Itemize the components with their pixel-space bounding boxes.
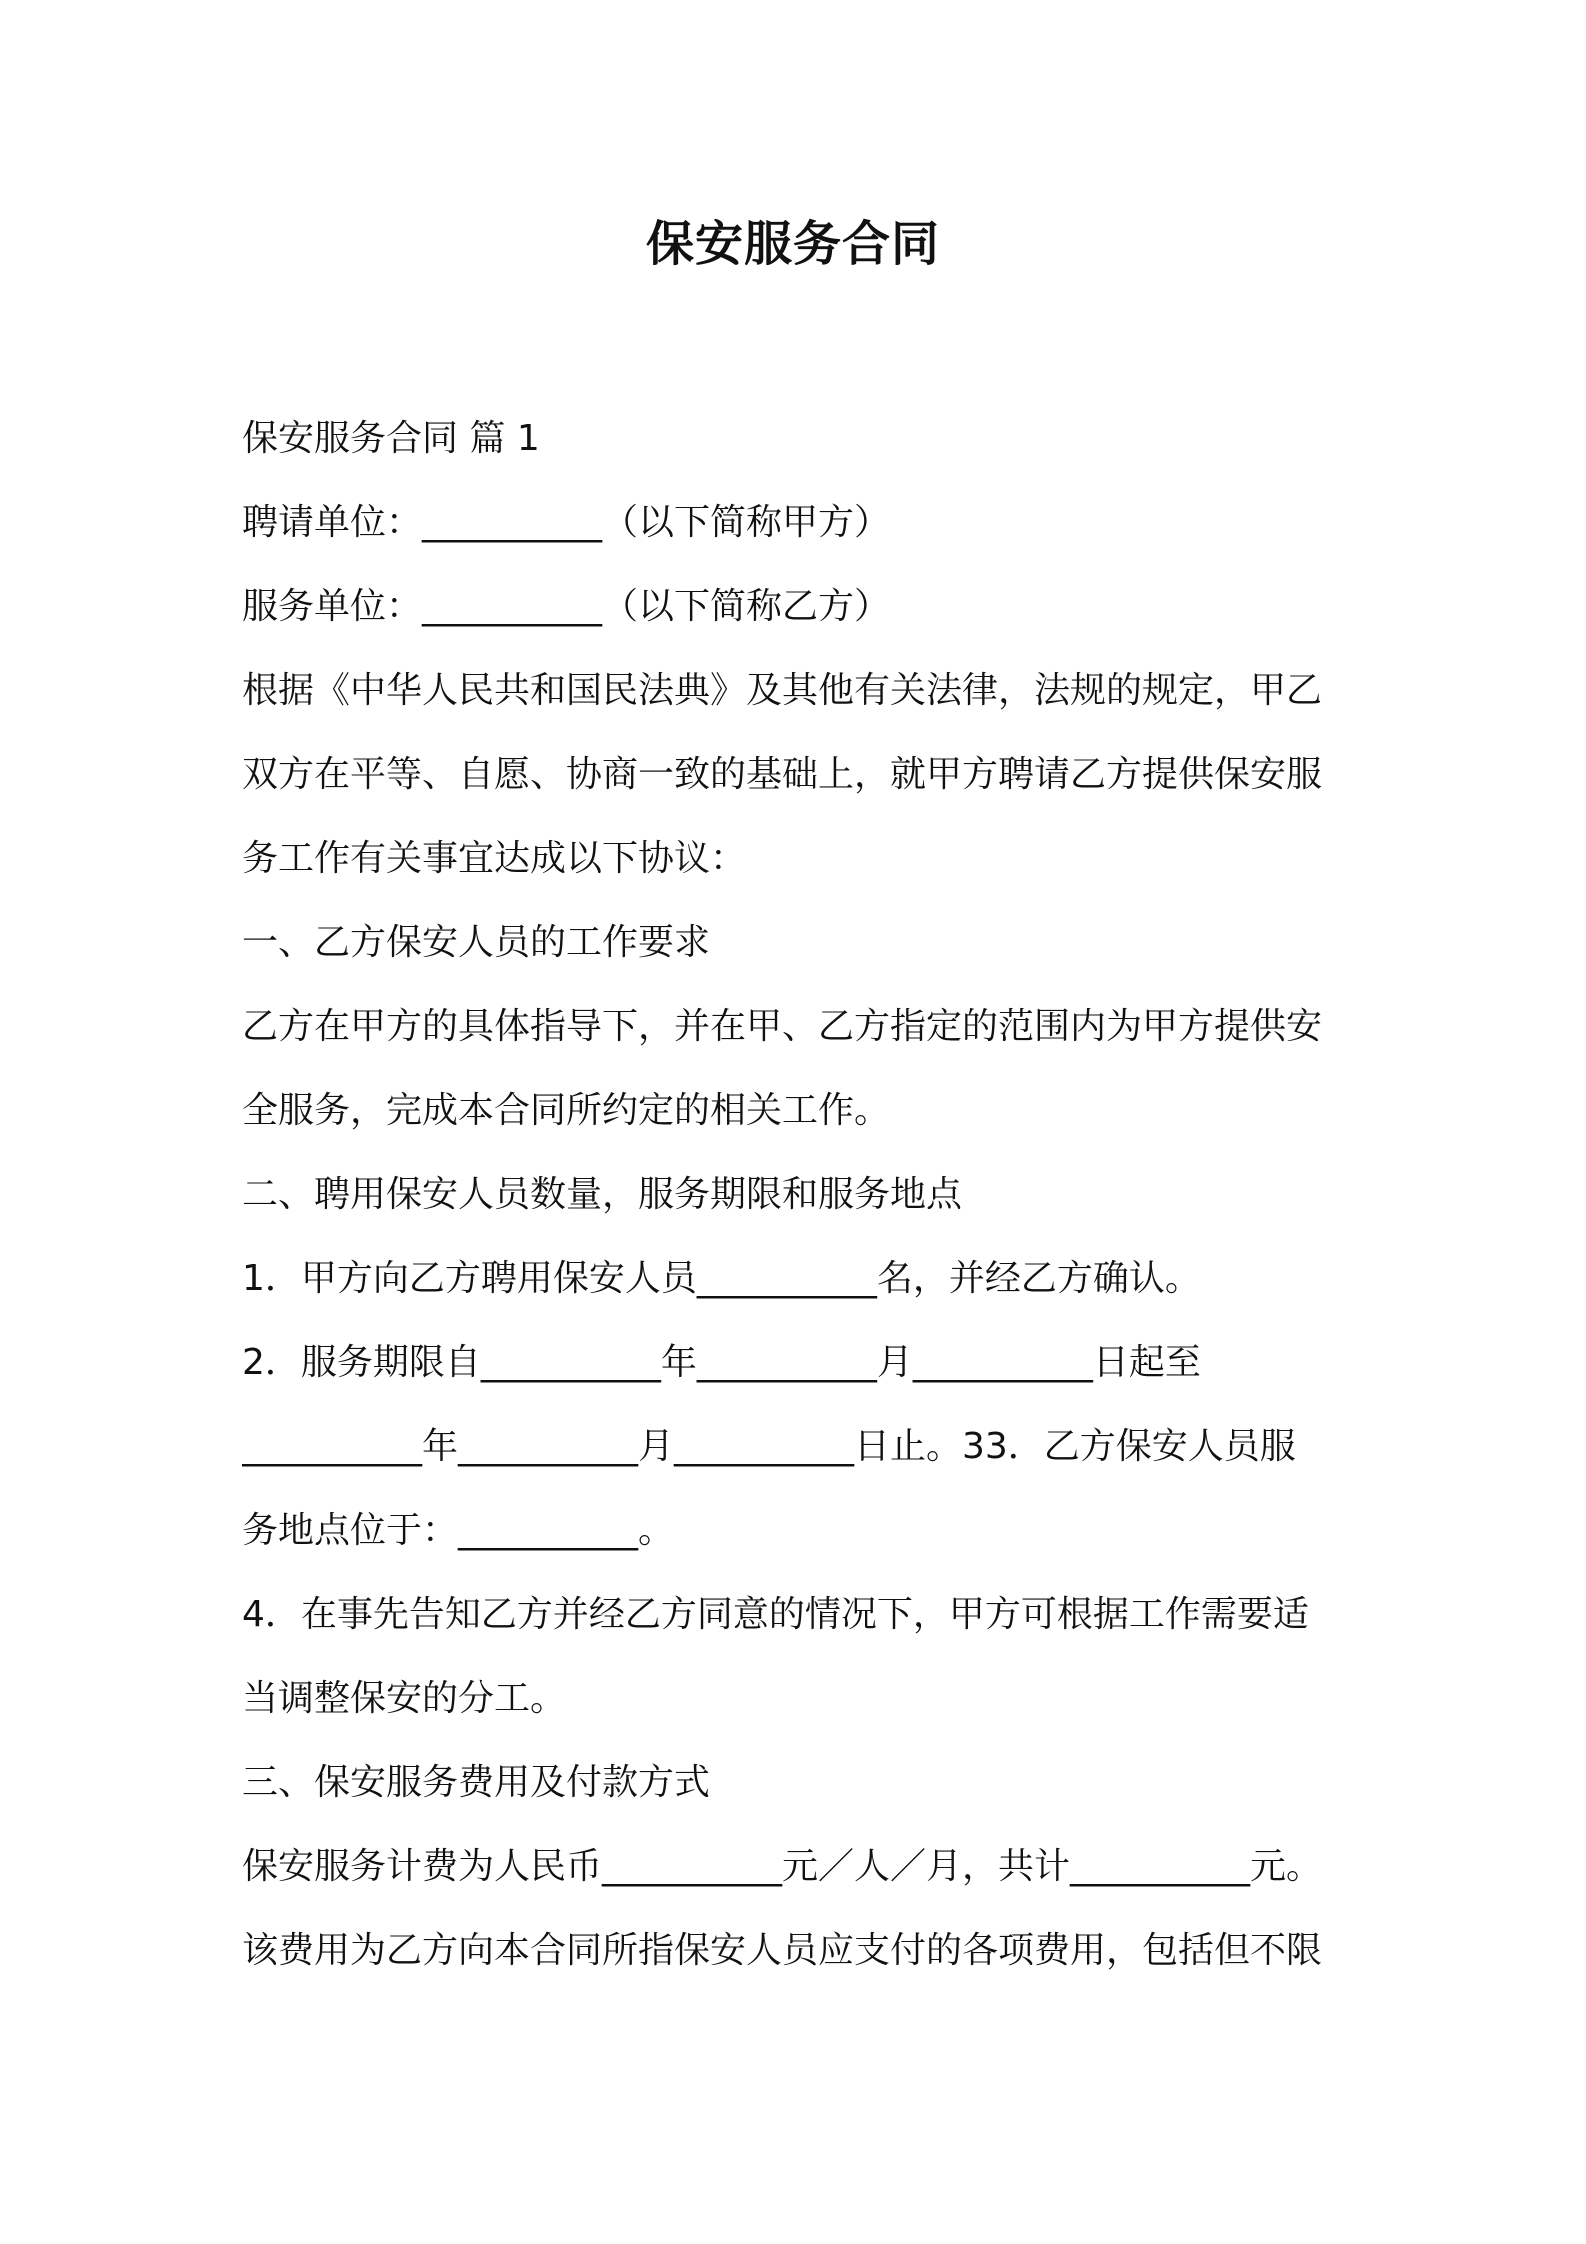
- employer-line: 聘请单位：__________（以下简称甲方）: [242, 502, 891, 543]
- paragraph-line: __________年__________月__________日止。33．乙方保安人员服: [242, 1426, 1296, 1467]
- paragraph-line: 2．服务期限自__________年__________月__________日起至: [242, 1342, 1201, 1383]
- document-title: 保安服务合同: [645, 216, 940, 272]
- clause-heading: 三、保安服务费用及付款方式: [242, 1762, 711, 1803]
- paragraph-line: 乙方在甲方的具体指导下，并在甲、乙方指定的范围内为甲方提供安: [242, 1006, 1323, 1047]
- paragraph-line: 当调整保安的分工。: [242, 1678, 567, 1719]
- paragraph-line: 保安服务计费为人民币__________元／人／月，共计__________元。: [242, 1846, 1323, 1887]
- paragraph-line: 全服务，完成本合同所约定的相关工作。: [242, 1090, 891, 1131]
- paragraph-line: 4．在事先告知乙方并经乙方同意的情况下，甲方可根据工作需要适: [242, 1594, 1309, 1635]
- paragraph-line: 该费用为乙方向本合同所指保安人员应支付的各项费用，包括但不限: [242, 1930, 1323, 1971]
- paragraph-line: 双方在平等、自愿、协商一致的基础上，就甲方聘请乙方提供保安服: [242, 754, 1323, 795]
- paragraph-line: 根据《中华人民共和国民法典》及其他有关法律，法规的规定，甲乙: [242, 670, 1323, 711]
- service-provider-line: 服务单位：__________（以下简称乙方）: [242, 586, 891, 627]
- paragraph-line: 1．甲方向乙方聘用保安人员__________名，并经乙方确认。: [242, 1258, 1201, 1299]
- paragraph-line: 务工作有关事宜达成以下协议：: [242, 838, 747, 879]
- clause-heading: 二、聘用保安人员数量，服务期限和服务地点: [242, 1174, 963, 1215]
- document-body: [242, 409, 1352, 2005]
- paragraph-line: 务地点位于：__________。: [242, 1510, 675, 1551]
- clause-heading: 一、乙方保安人员的工作要求: [242, 922, 711, 963]
- section-heading: 保安服务合同 篇 1: [242, 418, 540, 459]
